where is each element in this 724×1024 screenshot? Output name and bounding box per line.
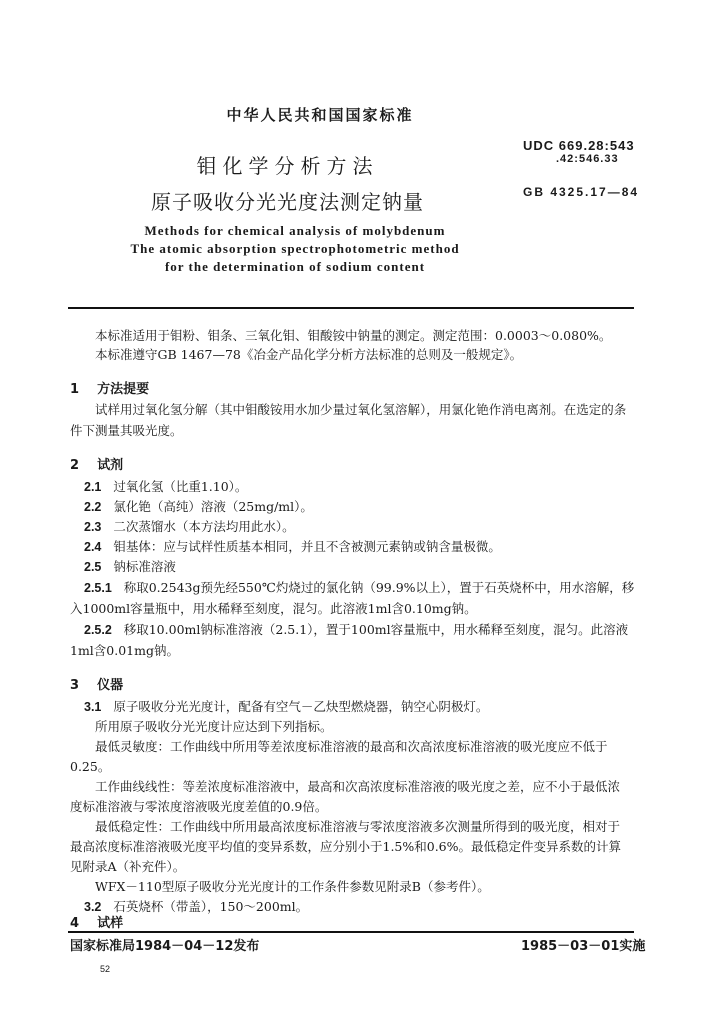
page-number: 52	[100, 964, 111, 974]
sensitivity-line-a: 最低灵敏度：工作曲线中所用等差浓度标准溶液的最高和次高浓度标准溶液的吸光度应不低于	[95, 739, 608, 754]
sensitivity-line-b: 0.25。	[70, 759, 111, 774]
title-line-2: 原子吸收分光光度法测定钠量	[151, 190, 424, 214]
section-1-text-b: 件下测量其吸光度。	[70, 423, 183, 438]
section-2-title: 试剂	[97, 458, 124, 473]
title-line-1: 钼化学分析方法	[196, 154, 379, 178]
section-2-heading	[70, 454, 123, 473]
section-4-heading	[70, 912, 123, 931]
intro-compliance: 本标准遵守GB 1467—78《冶金产品化学分析方法标准的总则及一般规定》。	[95, 347, 523, 362]
stability-line-a: 最低稳定性：工作曲线中所用最高浓度标准溶液与零浓度溶液多次测量所得到的吸光度，相对于	[95, 819, 621, 834]
section-1-title: 方法提要	[97, 382, 150, 397]
reagent-2-5-2-b: 1ml含0.01mg钠。	[70, 643, 179, 658]
reagent-item: 2.2 氯化铯（高纯）溶液（25mg/ml）。	[84, 499, 313, 514]
udc-code-line-2: .42:546.33	[556, 153, 619, 165]
stability-line-c: 见附录A（补充件）。	[70, 859, 186, 874]
effective-date: 1985－03－01实施	[521, 939, 646, 954]
reagent-2-5-1-b: 入1000ml容量瓶中，用水稀释至刻度，混匀。此溶液1ml含0.10mg钠。	[70, 601, 477, 616]
section-1-text-a: 试样用过氧化氢分解（其中钼酸铵用水加少量过氧化氢溶解），用氯化铯作消电离剂。在选定的条	[95, 402, 627, 417]
section-4-number: 4	[70, 916, 80, 931]
section-3-number: 3	[70, 678, 80, 693]
gb-standard-number: GB 4325.17—84	[523, 185, 640, 199]
linearity-line-b: 度标准溶液与零浓度溶液吸光度差值的0.9倍。	[70, 799, 328, 814]
english-title-line-3: for the determination of sodium content	[164, 259, 426, 274]
english-title-line-1: Methods for chemical analysis of molybdenum	[144, 223, 446, 238]
working-conditions: WFX－110型原子吸收分光光度计的工作条件参数见附录B（参考件）。	[95, 879, 490, 894]
reagent-item: 2.4 钼基体：应与试样性质基本相同，并且不含被测元素钠或钠含量极微。	[84, 539, 501, 554]
reagent-2-5-1-a: 2.5.1 称取0.2543g预先经550℃灼烧过的氯化钠（99.9%以上），置于石英烧杯中，用水溶解，移	[84, 580, 635, 595]
instrument-3-2: 3.2 石英烧杯（带盖），150～200ml。	[84, 899, 309, 914]
reagent-item: 2.5 钠标准溶液	[84, 559, 176, 574]
section-2-number: 2	[70, 458, 80, 473]
section-3-title: 仪器	[97, 678, 124, 693]
issue-date: 国家标准局1984－04－12发布	[70, 939, 260, 954]
udc-code-line-1: UDC 669.28:543	[523, 138, 635, 153]
section-4-title: 试样	[97, 916, 124, 931]
footer-divider	[68, 931, 634, 933]
section-3-heading	[70, 674, 123, 693]
intro-scope: 本标准适用于钼粉、钼条、三氧化钼、钼酸铵中钠量的测定。测定范围：0.0003～0.080%。	[95, 328, 612, 343]
issuing-authority: 中华人民共和国国家标准	[226, 106, 414, 124]
stability-line-b: 最高浓度标准溶液吸光度平均值的变异系数，应分别小于1.5%和0.6%。最低稳定件变异系数的计算	[70, 839, 622, 854]
header-divider	[68, 307, 634, 309]
instrument-requirement: 所用原子吸收分光光度计应达到下列指标。	[95, 719, 333, 734]
english-title-line-2: The atomic absorption spectrophotometric method	[130, 241, 460, 256]
reagent-item: 2.3 二次蒸馏水（本方法均用此水）。	[84, 519, 295, 534]
instrument-3-1: 3.1 原子吸收分光光度计，配备有空气－乙炔型燃烧器，钠空心阴极灯。	[84, 699, 489, 714]
linearity-line-a: 工作曲线线性：等差浓度标准溶液中，最高和次高浓度标准溶液的吸光度之差，应不小于最低浓	[95, 779, 621, 794]
reagent-item: 2.1 过氧化氢（比重1.10）。	[84, 479, 248, 494]
section-1-number: 1	[70, 382, 80, 397]
section-1-heading	[70, 378, 149, 397]
reagent-2-5-2-a: 2.5.2 移取10.00ml钠标准溶液（2.5.1），置于100ml容量瓶中，用水稀释至刻度，混匀。此溶液	[84, 622, 629, 637]
